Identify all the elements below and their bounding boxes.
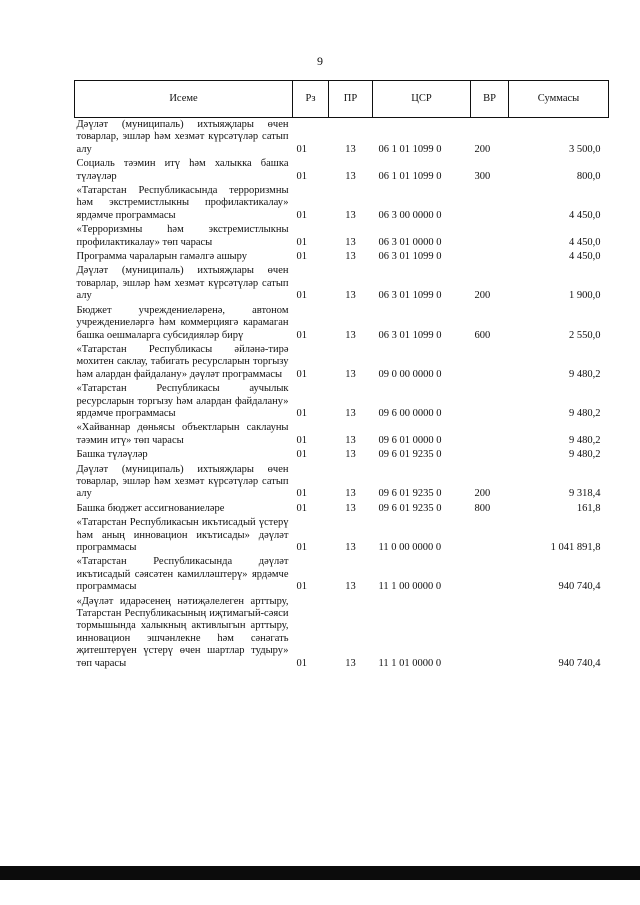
- row-rz: 01: [296, 170, 307, 182]
- row-name: «Татарстан Республикасы аучылык ресурсларын торгызу һәм алардан файдалану» ярдәмче программасы: [76, 383, 289, 419]
- row-sum: 4 450,0: [569, 251, 601, 263]
- row-pr: 13: [345, 581, 356, 593]
- table-row: [75, 304, 609, 343]
- row-pr: 13: [345, 657, 356, 669]
- row-vr: 200: [474, 290, 491, 302]
- row-csr: 11 1 00 0000 0: [378, 581, 442, 593]
- row-name: «Дәүләт идарәсенең нәтиҗәлелеген арттыру, Татарстан Республикасының иҗтимагый-сәяси тормышында халыкның активлыгын арттыру, инновацион эшчәнлекне һәм сәнәгать җитештерүен үстерү өчен шартлар тудыру» төп чарасы: [76, 595, 289, 669]
- row-sum: 9 480,2: [569, 449, 601, 461]
- row-rz: 01: [296, 407, 307, 419]
- table-row: [75, 264, 609, 303]
- row-csr: 09 6 00 0000 0: [378, 407, 442, 419]
- row-csr: 06 3 01 1099 0: [378, 251, 442, 263]
- row-rz: 01: [296, 368, 307, 380]
- row-csr: 09 6 01 9235 0: [378, 502, 442, 514]
- row-sum: 9 480,2: [569, 407, 601, 419]
- table-row: [75, 382, 609, 421]
- row-sum: 4 450,0: [569, 236, 601, 248]
- header-pr: ПР: [329, 81, 373, 118]
- row-rz: 01: [296, 488, 307, 500]
- row-sum: 9 480,2: [569, 434, 601, 446]
- table-row: [75, 118, 609, 158]
- row-vr: 600: [474, 329, 491, 341]
- row-csr: 06 3 01 1099 0: [378, 290, 442, 302]
- header-csr: ЦСР: [373, 81, 471, 118]
- row-rz: 01: [296, 290, 307, 302]
- table-row: [75, 516, 609, 555]
- row-vr: [471, 223, 509, 250]
- row-rz: 01: [296, 209, 307, 221]
- row-sum: 1 041 891,8: [550, 542, 601, 553]
- row-vr: 800: [474, 502, 491, 514]
- table-row: [75, 343, 609, 382]
- row-csr: 06 3 01 1099 0: [378, 329, 442, 341]
- row-pr: 13: [345, 434, 356, 446]
- row-name: «Татарстан Республикасын икътисадый үстерү һәм аның инновацион икътисады» дәүләт программасы: [76, 517, 289, 553]
- row-vr: [471, 184, 509, 223]
- table-row: [75, 250, 609, 264]
- row-sum: 9 480,2: [569, 368, 601, 380]
- row-name: «Терроризмны һәм экстремистлыкны профилактикалау» төп чарасы: [76, 224, 289, 248]
- row-csr: 11 1 01 0000 0: [378, 657, 442, 669]
- row-csr: 11 0 00 0000 0: [378, 542, 442, 553]
- row-csr: 06 3 00 0000 0: [378, 209, 442, 221]
- row-rz: 01: [296, 143, 307, 155]
- table-row: [75, 463, 609, 502]
- row-sum: 940 740,4: [558, 581, 601, 593]
- row-pr: 13: [345, 502, 356, 514]
- row-vr: 200: [474, 143, 491, 155]
- row-pr: 13: [345, 542, 356, 553]
- scan-bottom-edge: [0, 866, 640, 880]
- row-pr: 13: [345, 368, 356, 380]
- table-row: [75, 448, 609, 462]
- row-sum: 800,0: [576, 170, 601, 182]
- header-vr: ВР: [471, 81, 509, 118]
- row-pr: 13: [345, 143, 356, 155]
- row-pr: 13: [345, 329, 356, 341]
- row-rz: 01: [296, 449, 307, 461]
- table-row: [75, 555, 609, 594]
- row-csr: 06 3 01 0000 0: [378, 236, 442, 248]
- row-name: Дәүләт (муниципаль) ихтыяҗлары өчен товарлар, эшләр һәм хезмәт күрсәтүләр сатып алу: [76, 463, 289, 500]
- row-name: «Хайваннар дөньясы объектларын саклауны тәэмин итү» төп чарасы: [76, 422, 289, 446]
- row-vr: [471, 595, 509, 671]
- header-rz: Рз: [293, 81, 329, 118]
- row-csr: 09 0 00 0000 0: [378, 368, 442, 380]
- row-vr: 200: [474, 488, 491, 500]
- row-rz: 01: [296, 329, 307, 341]
- row-name: Бюджет учреждениеләренә, автоном учреждениеләргә һәм коммерциягә карамаган башка оешмаларга субсидияләр бирү: [76, 304, 289, 341]
- row-sum: 1 900,0: [569, 290, 601, 302]
- row-vr: [471, 516, 509, 555]
- row-pr: 13: [345, 488, 356, 500]
- row-csr: 09 6 01 0000 0: [378, 434, 442, 446]
- page-number: 9: [317, 54, 323, 68]
- row-sum: 3 500,0: [569, 143, 601, 155]
- row-name: Дәүләт (муниципаль) ихтыяҗлары өчен товарлар, эшләр һәм хезмәт күрсәтүләр сатып алу: [76, 119, 289, 155]
- row-vr: [471, 421, 509, 448]
- row-sum: 161,8: [576, 502, 601, 514]
- row-sum: 4 450,0: [569, 209, 601, 221]
- row-sum: 940 740,4: [558, 657, 601, 669]
- table-header-row: [75, 81, 609, 118]
- row-name: Башка түләүләр: [76, 449, 148, 461]
- row-vr: [471, 555, 509, 594]
- row-name: Дәүләт (муниципаль) ихтыяҗлары өчен товарлар, эшләр һәм хезмәт күрсәтүләр сатып алу: [76, 265, 289, 302]
- row-pr: 13: [345, 209, 356, 221]
- row-rz: 01: [296, 434, 307, 446]
- row-name: Программа чараларын гамәлгә ашыру: [76, 251, 247, 263]
- row-vr: [471, 448, 509, 462]
- row-pr: 13: [345, 449, 356, 461]
- row-name: Башка бюджет ассигнованиеләре: [76, 502, 225, 514]
- table-row: [75, 595, 609, 671]
- row-pr: 13: [345, 251, 356, 263]
- table-row: [75, 157, 609, 184]
- budget-table: [74, 80, 609, 671]
- row-name: «Татарстан Республикасында терроризмны һәм экстремистлыкны профилактикалау» ярдәмче программасы: [76, 185, 289, 221]
- row-rz: 01: [296, 251, 307, 263]
- row-rz: 01: [296, 502, 307, 514]
- row-vr: [471, 382, 509, 421]
- header-sum: Суммасы: [509, 81, 609, 118]
- row-name: «Татарстан Республикасында дәүләт икътисадый сәясәтен камилләштерү» ярдәмче программасы: [76, 556, 289, 593]
- row-sum: 9 318,4: [569, 488, 601, 500]
- row-pr: 13: [345, 290, 356, 302]
- row-rz: 01: [296, 657, 307, 669]
- row-vr: 300: [474, 170, 491, 182]
- row-name: «Татарстан Республикасы әйләнә-тирә мохитен саклау, табигать ресурсларын торгызу һәм алардан файдалану» дәүләт программасы: [76, 343, 289, 380]
- row-csr: 06 1 01 1099 0: [378, 143, 442, 155]
- table-row: [75, 502, 609, 516]
- row-sum: 2 550,0: [569, 329, 601, 341]
- row-csr: 09 6 01 9235 0: [378, 488, 442, 500]
- row-pr: 13: [345, 170, 356, 182]
- row-pr: 13: [345, 236, 356, 248]
- table-row: [75, 421, 609, 448]
- table-row: [75, 223, 609, 250]
- row-rz: 01: [296, 236, 307, 248]
- row-vr: [471, 343, 509, 382]
- header-name: Исеме: [75, 81, 293, 118]
- row-pr: 13: [345, 407, 356, 419]
- row-name: Социаль тәэмин итү һәм халыкка башка түләүләр: [76, 158, 289, 182]
- row-csr: 06 1 01 1099 0: [378, 170, 442, 182]
- row-rz: 01: [296, 542, 307, 553]
- row-rz: 01: [296, 581, 307, 593]
- row-csr: 09 6 01 9235 0: [378, 449, 442, 461]
- row-vr: [471, 250, 509, 264]
- table-row: [75, 184, 609, 223]
